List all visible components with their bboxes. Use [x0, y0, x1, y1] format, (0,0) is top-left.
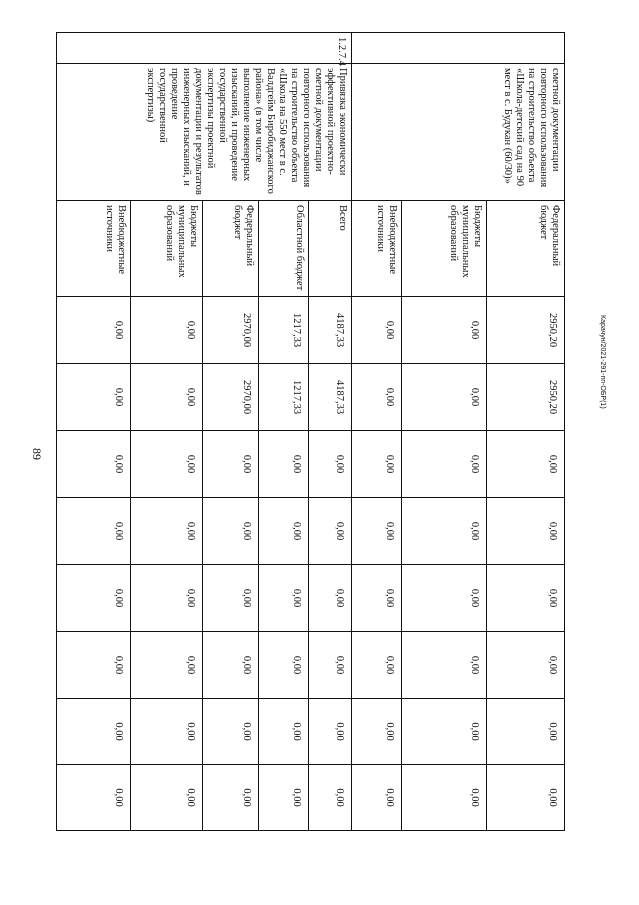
value-cell: 0,00 [57, 765, 131, 831]
value-cell: 0,00 [352, 498, 402, 565]
item-description: Привязка экономически эффективной проектно-сметной документации повторного использования на строительство объекта «Школа на 550 мест в с. Валдгейм Биробиджанского района» (в том числе выполнение инженерных изысканий, и проведение государственной экспертизы проектной документации и результатов инженерных изысканий, и проведение государственной экспертизы) [57, 64, 352, 201]
item-description: сметной документации повторного использования на строительство объекта «Школа-детский сад на 90 мест в с. Будукан (60/30)» [352, 64, 565, 201]
value-cell: 0,00 [131, 632, 202, 699]
value-cell: 0,00 [352, 364, 402, 431]
value-cell: 0,00 [401, 364, 486, 431]
value-cell: 0,00 [131, 498, 202, 565]
value-cell: 0,00 [352, 431, 402, 498]
value-cell: 0,00 [131, 364, 202, 431]
funding-source: Внебюджетные источники [57, 201, 131, 297]
value-cell: 0,00 [309, 699, 352, 765]
value-cell: 0,00 [131, 565, 202, 632]
funding-source: Областной бюджет [259, 201, 309, 297]
value-cell: 0,00 [486, 632, 564, 699]
funding-source: Бюджеты муниципальных образований [401, 201, 486, 297]
value-cell: 0,00 [401, 765, 486, 831]
value-cell: 0,00 [486, 565, 564, 632]
value-cell: 0,00 [202, 565, 259, 632]
value-cell: 0,00 [401, 297, 486, 364]
funding-source: Федеральный бюджет [486, 201, 564, 297]
budget-table-container [56, 32, 565, 830]
page-number: 89 [30, 448, 44, 460]
value-cell: 0,00 [131, 699, 202, 765]
value-cell: 1217,33 [259, 297, 309, 364]
value-cell: 0,00 [401, 498, 486, 565]
value-cell: 0,00 [486, 431, 564, 498]
item-code: 1.2.7.4 [57, 33, 352, 64]
item-code [352, 33, 565, 64]
value-cell: 0,00 [57, 699, 131, 765]
value-cell: 0,00 [309, 632, 352, 699]
value-cell: 4187,33 [309, 297, 352, 364]
value-cell: 0,00 [401, 565, 486, 632]
value-cell: 0,00 [486, 699, 564, 765]
funding-source: Внебюджетные источники [352, 201, 402, 297]
value-cell: 0,00 [401, 699, 486, 765]
table-row [309, 33, 352, 831]
funding-source: Федеральный бюджет [202, 201, 259, 297]
funding-source: Всего [309, 201, 352, 297]
value-cell: 0,00 [352, 699, 402, 765]
value-cell: 0,00 [259, 431, 309, 498]
document-reference: Карачун/2021-291-пп-ОБР(1) [599, 315, 606, 409]
table-body [57, 33, 565, 831]
value-cell: 2970,00 [202, 297, 259, 364]
budget-table [56, 32, 565, 831]
value-cell: 0,00 [202, 699, 259, 765]
value-cell: 0,00 [486, 498, 564, 565]
value-cell: 0,00 [57, 364, 131, 431]
value-cell: 0,00 [352, 632, 402, 699]
value-cell: 0,00 [259, 632, 309, 699]
value-cell: 0,00 [309, 565, 352, 632]
value-cell: 2970,00 [202, 364, 259, 431]
value-cell: 2950,20 [486, 364, 564, 431]
value-cell: 0,00 [202, 765, 259, 831]
value-cell: 0,00 [57, 632, 131, 699]
table-row [486, 33, 564, 831]
value-cell: 0,00 [309, 765, 352, 831]
value-cell: 0,00 [352, 765, 402, 831]
value-cell: 2950,20 [486, 297, 564, 364]
value-cell: 0,00 [259, 765, 309, 831]
value-cell: 0,00 [401, 431, 486, 498]
value-cell: 0,00 [486, 765, 564, 831]
value-cell: 0,00 [401, 632, 486, 699]
value-cell: 0,00 [202, 431, 259, 498]
value-cell: 0,00 [352, 565, 402, 632]
value-cell: 0,00 [57, 565, 131, 632]
value-cell: 0,00 [202, 498, 259, 565]
value-cell: 0,00 [57, 431, 131, 498]
value-cell: 0,00 [259, 699, 309, 765]
funding-source: Бюджеты муниципальных образований [131, 201, 202, 297]
value-cell: 4187,33 [309, 364, 352, 431]
value-cell: 0,00 [131, 765, 202, 831]
value-cell: 0,00 [259, 498, 309, 565]
value-cell: 0,00 [309, 498, 352, 565]
value-cell: 0,00 [309, 431, 352, 498]
value-cell: 0,00 [202, 632, 259, 699]
value-cell: 1217,33 [259, 364, 309, 431]
value-cell: 0,00 [131, 431, 202, 498]
value-cell: 0,00 [57, 498, 131, 565]
value-cell: 0,00 [352, 297, 402, 364]
value-cell: 0,00 [259, 565, 309, 632]
value-cell: 0,00 [57, 297, 131, 364]
value-cell: 0,00 [131, 297, 202, 364]
